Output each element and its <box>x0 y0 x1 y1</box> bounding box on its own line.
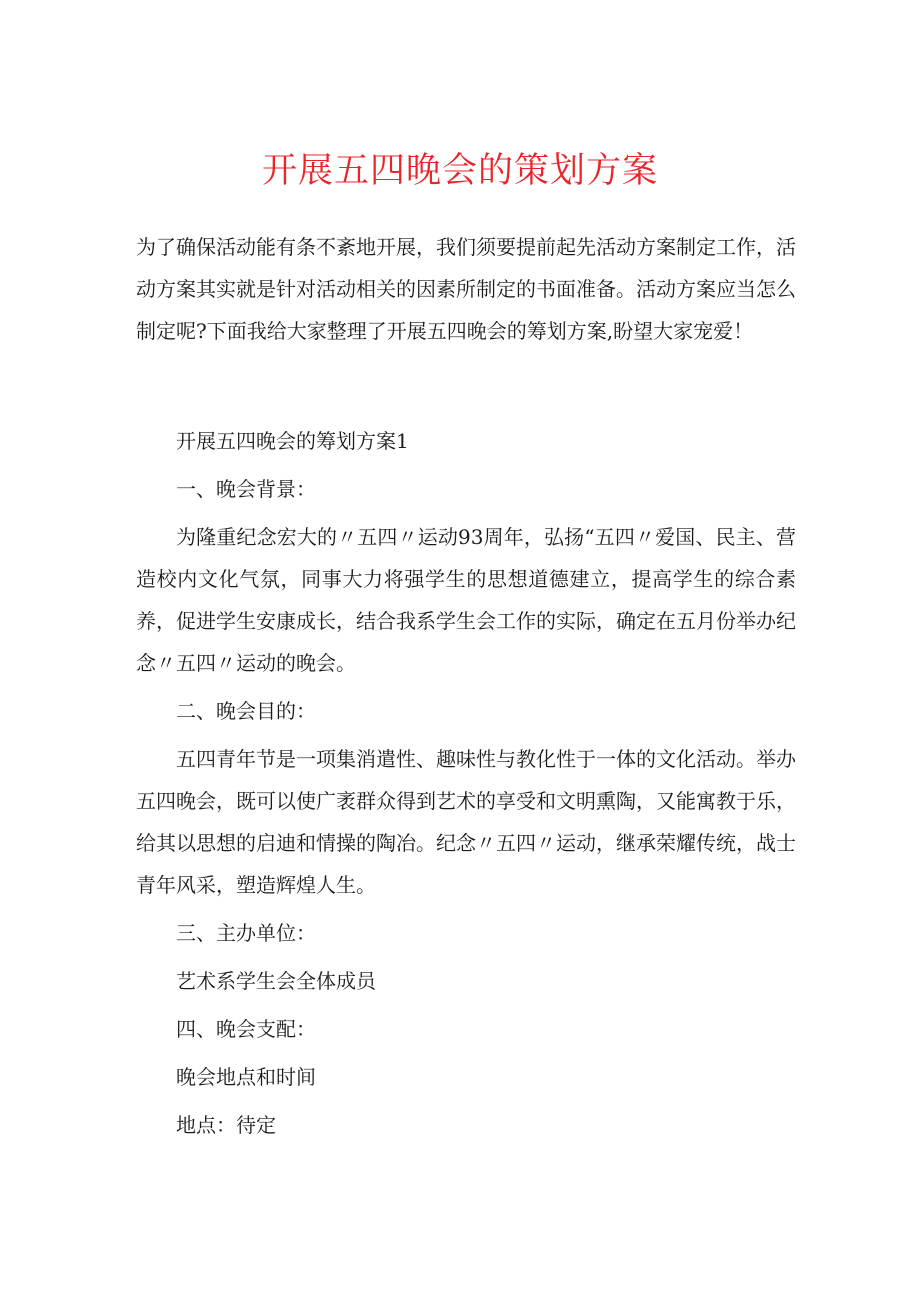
document-title: 开展五四晚会的策划方案 <box>261 151 658 191</box>
arrangement-subheading: 晚会地点和时间 <box>176 1065 316 1089</box>
section-heading-purpose: 二、晚会目的： <box>176 699 316 723</box>
section-heading-arrangement: 四、晚会支配： <box>176 1017 316 1041</box>
document-body <box>136 420 796 1152</box>
section-heading-background: 一、晚会背景： <box>176 477 316 501</box>
organizer-paragraph: 艺术系学生会全体成员 <box>176 969 376 993</box>
section-heading-organizer: 三、主办单位： <box>176 921 316 945</box>
intro-paragraph: 为了确保活动能有条不紊地开展，我们须要提前起先活动方案制定工作，活动方案其实就是针对活动相关的因素所制定的书面准备。活动方案应当怎么制定呢?下面我给大家整理了开展五四晚会的筹划方案,盼望大家宠爱！ <box>136 235 796 343</box>
purpose-paragraph: 五四青年节是一项集消遣性、趣味性与教化性于一体的文化活动。举办五四晚会，既可以使广袤群众得到艺术的享受和文明熏陶，又能寓教于乐，给其以思想的启迪和情操的陶冶。纪念〃五四〃运动，继承荣耀传统，战士青年风采，塑造辉煌人生。 <box>136 747 796 897</box>
plan-heading: 开展五四晚会的筹划方案1 <box>176 429 409 453</box>
background-paragraph: 为隆重纪念宏大的〃五四〃运动93周年，弘扬“五四〃爱国、民主、营造校内文化气氛，同事大力将强学生的思想道德建立，提高学生的综合素养，促进学生安康成长，结合我系学生会工作的实际，确定在五月份举办纪念〃五四〃运动的晚会。 <box>136 525 796 675</box>
location-line: 地点：待定 <box>176 1113 276 1137</box>
